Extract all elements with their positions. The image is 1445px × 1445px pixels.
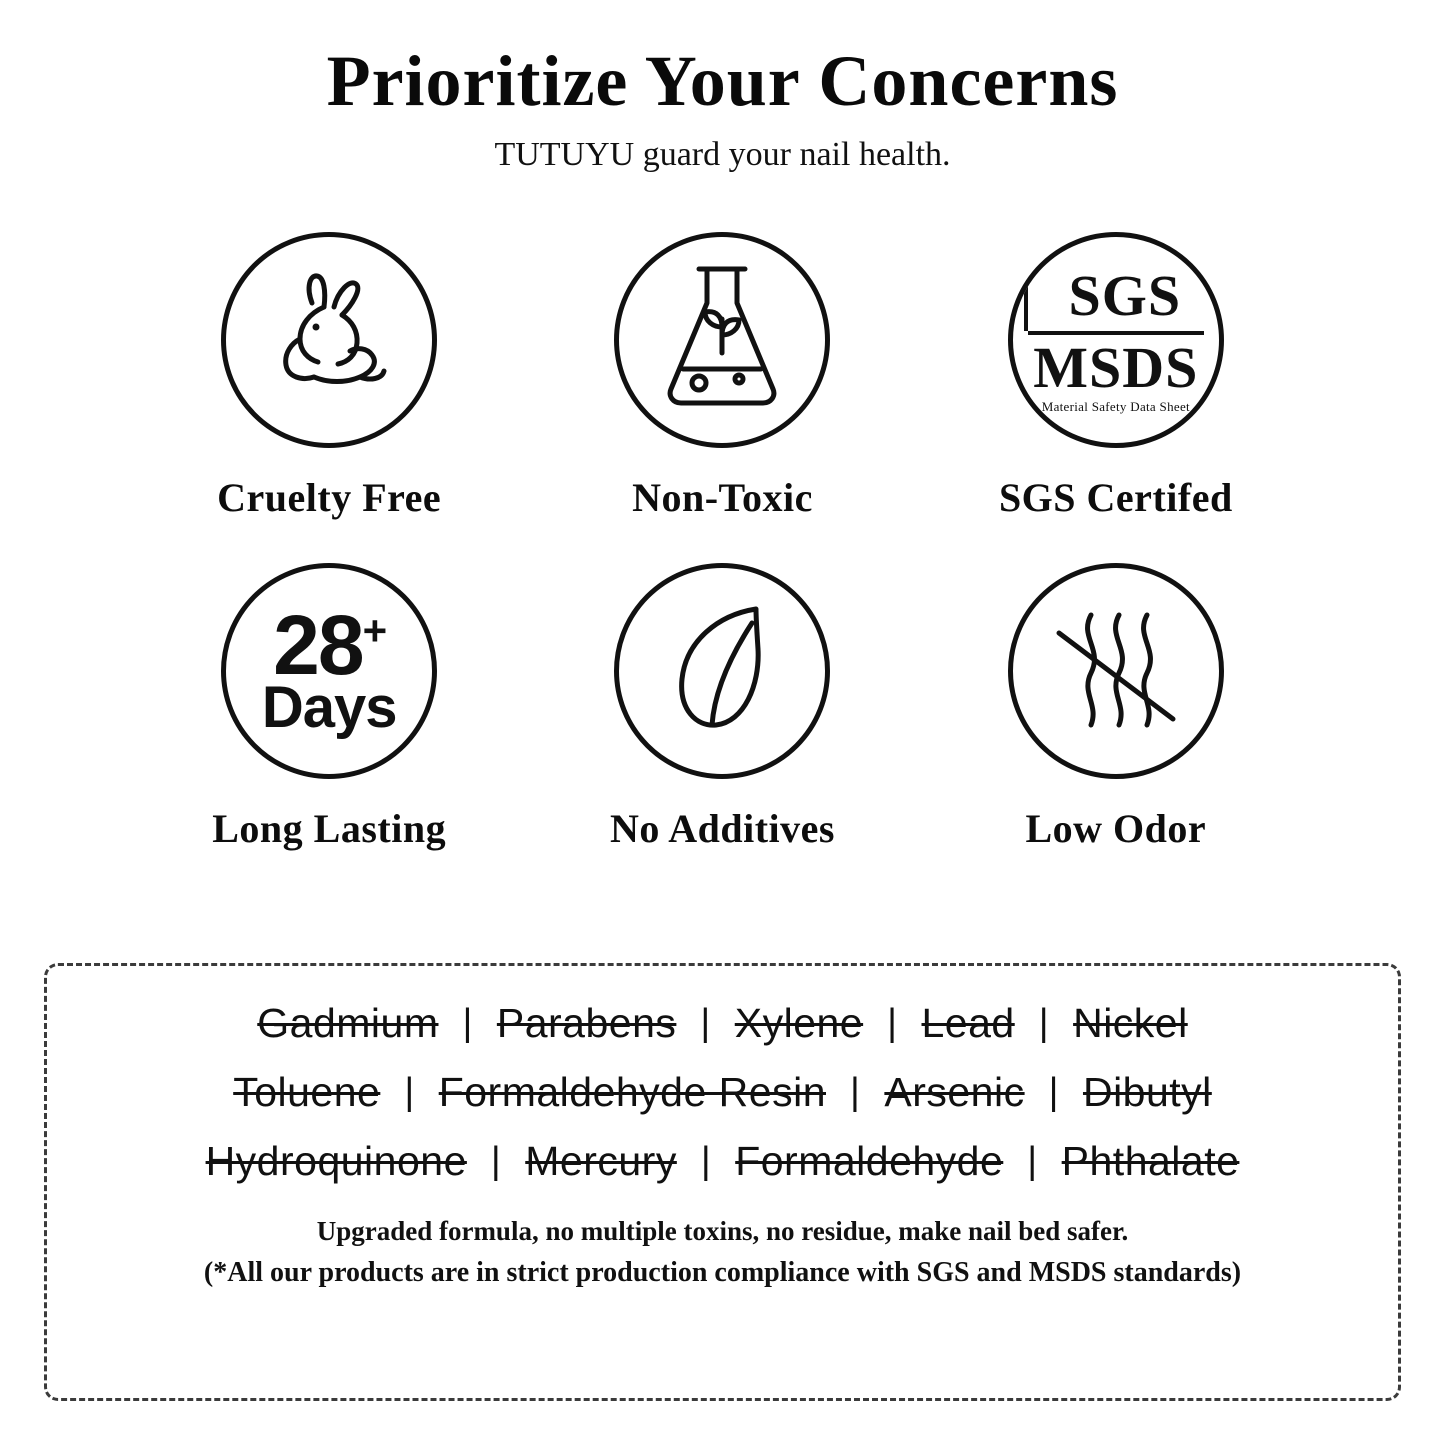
free-from-row [251,1000,1193,1047]
badge-label: Low Odor [1025,805,1207,851]
badge-label: Long Lasting [212,805,447,851]
days-number: 28+ [273,598,386,693]
badge-label: No Additives [610,805,835,851]
badge-circle [221,232,437,448]
separator: | [850,1071,861,1113]
page-title: Prioritize Your Concerns [326,41,1119,121]
free-from-item: Gadmium [257,1000,439,1046]
free-from-item: Hydroquinone [205,1138,467,1184]
badge-circle [221,563,437,779]
no-odor-icon [1041,593,1191,748]
free-from-item: Phthalate [1061,1138,1240,1184]
badge-label: Cruelty Free [217,474,442,520]
badge-cruelty-free [133,232,526,521]
free-from-note-secondary: (*All our products are in strict production compliance with SGS and MSDS standards) [203,1256,1242,1288]
badge-no-additives [526,563,919,852]
badge-label: SGS Certifed [998,474,1233,520]
sgs-tick-mark [1024,271,1028,331]
badge-circle [1008,232,1224,448]
free-from-item: Formaldehyde [735,1138,1004,1184]
free-from-item: Formaldehyde Resin [438,1069,826,1115]
free-from-item: Toluene [233,1069,381,1115]
28-days-icon [261,598,397,740]
sgs-msds-icon [1028,262,1204,414]
badge-circle [614,563,830,779]
free-from-row [227,1069,1218,1116]
free-from-item: Nickel [1073,1000,1188,1046]
free-from-item: Lead [921,1000,1015,1046]
badge-circle [614,232,830,448]
free-from-item: Xylene [734,1000,864,1046]
days-word: Days [261,674,397,740]
separator: | [1038,1002,1050,1044]
separator: | [1048,1071,1059,1113]
free-from-item: Mercury [525,1138,677,1184]
free-from-item: Parabens [496,1000,677,1046]
badge-non-toxic [526,232,919,521]
separator: | [700,1002,711,1044]
rabbit-icon [254,267,404,412]
separator: | [887,1002,898,1044]
badge-label: Non-Toxic [632,474,813,520]
free-from-note-primary: Upgraded formula, no multiple toxins, no residue, make nail bed safer. [316,1216,1129,1246]
badge-grid [133,232,1313,852]
free-from-row [200,1138,1246,1185]
separator: | [490,1140,502,1182]
free-from-item: Dibutyl [1082,1069,1212,1115]
header [0,0,1445,174]
separator: | [1027,1140,1038,1182]
msds-sublabel: Material Safety Data Sheet [1041,398,1190,414]
sgs-label: SGS [1068,262,1182,328]
free-from-item: Arsenic [884,1069,1025,1115]
badge-sgs-certified [919,232,1312,521]
leaf-icon [652,593,792,748]
divider [1028,331,1204,335]
flask-leaf-icon [647,257,797,422]
page-subtitle: TUTUYU guard your nail health. [494,135,951,173]
badge-long-lasting [133,563,526,852]
separator: | [700,1140,712,1182]
msds-label: MSDS [1033,334,1199,400]
separator: | [404,1071,415,1113]
badge-circle [1008,563,1224,779]
badge-low-odor [919,563,1312,852]
free-from-panel [44,963,1401,1401]
separator: | [462,1002,473,1044]
